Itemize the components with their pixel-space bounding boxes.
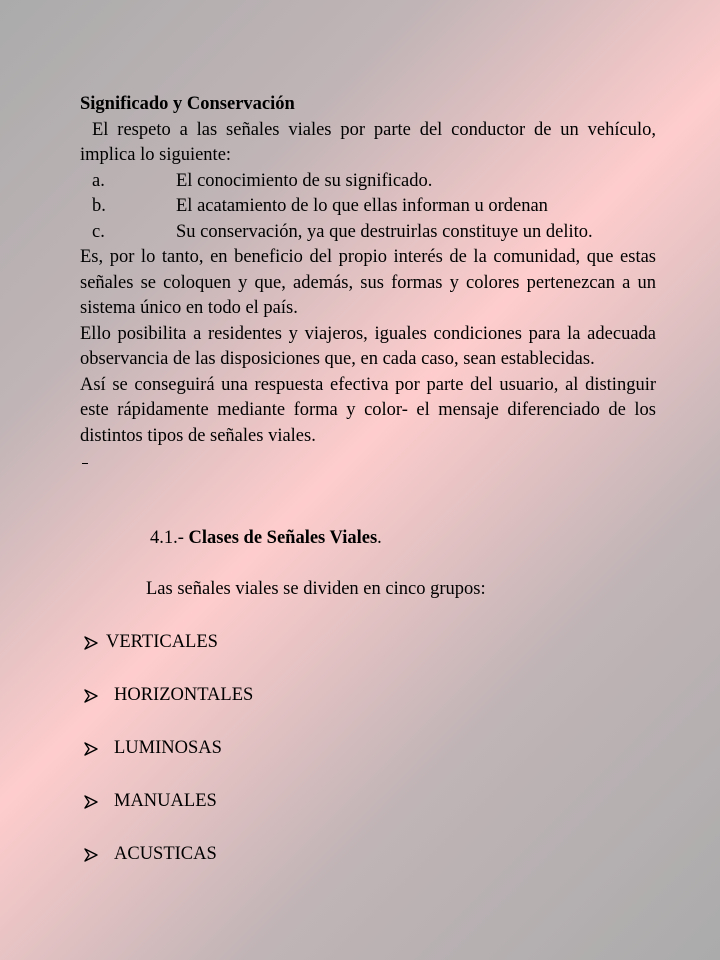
list-text: Su conservación, ya que destruirlas constituye un delito. <box>176 221 593 242</box>
subsection-name: Clases de Señales Viales <box>188 528 378 548</box>
arrowhead-bullet-icon <box>84 683 106 708</box>
group-label: VERTICALES <box>106 632 218 652</box>
list-text: El acatamiento de lo que ellas informan u ordenan <box>176 196 548 216</box>
intro-paragraph: El respeto a las señales viales por parte del conductor de un vehículo, implica lo siguiente: <box>80 119 656 165</box>
list-item-a <box>80 169 656 195</box>
list-item <box>84 842 253 895</box>
arrowhead-bullet-icon <box>84 789 106 814</box>
subsection-period: . <box>377 528 382 548</box>
section-heading: Significado y Conservación <box>80 94 295 114</box>
arrowhead-bullet-icon <box>84 736 106 761</box>
list-marker: a. <box>92 170 105 191</box>
list-marker: c. <box>92 221 105 242</box>
list-text: El conocimiento de su significado. <box>176 170 433 191</box>
group-label: ACUSTICAS <box>114 844 217 864</box>
list-item <box>84 683 253 736</box>
arrowhead-bullet-icon <box>84 842 106 867</box>
paragraph: Es, por lo tanto, en beneficio del propio interés de la comunidad, que estas señales se coloquen y que, además, sus formas y colores pertenezcan a un sistema único en todo el país. <box>80 247 656 318</box>
list-item <box>84 789 253 842</box>
subsection-number: 4.1.- <box>150 528 184 548</box>
list-item <box>84 630 253 683</box>
group-label: LUMINOSAS <box>114 738 222 758</box>
groups-list <box>84 630 253 895</box>
list-item <box>84 736 253 789</box>
subsection-title <box>150 528 382 549</box>
underline-mark <box>82 463 88 464</box>
list-item-b <box>80 194 656 220</box>
group-label: MANUALES <box>114 791 217 811</box>
document-body <box>80 92 656 464</box>
group-label: HORIZONTALES <box>114 685 254 705</box>
list-item-c <box>80 220 656 246</box>
paragraph: Así se conseguirá una respuesta efectiva por parte del usuario, al distinguir este rápidamente mediante forma y color- el mensaje diferenciado de los distintos tipos de señales viales. <box>80 374 656 446</box>
paragraph: Ello posibilita a residentes y viajeros, iguales condiciones para la adecuada observancia de las disposiciones que, en cada caso, sean establecidas. <box>80 323 656 369</box>
arrowhead-bullet-icon <box>84 630 106 655</box>
groups-intro: Las señales viales se dividen en cinco grupos: <box>146 579 486 599</box>
list-marker: b. <box>92 196 106 216</box>
